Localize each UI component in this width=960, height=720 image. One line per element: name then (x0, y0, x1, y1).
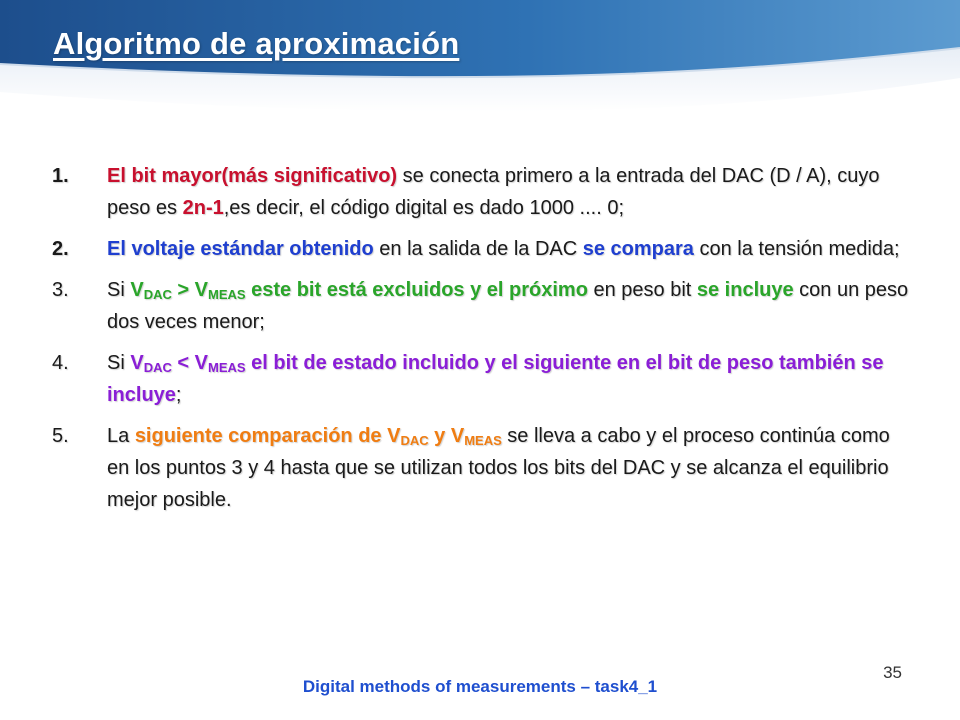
plain-text: La (107, 425, 135, 447)
list-text (107, 274, 912, 338)
slide-title: Algoritmo de aproximación (53, 26, 460, 61)
list-number: 3. (52, 279, 69, 301)
emphasis-text: se incluye (696, 279, 794, 301)
emphasis-text: se compara (582, 238, 694, 260)
plain-text: con la tensión medida; (693, 238, 900, 260)
list-number: 4. (52, 352, 69, 374)
list-text (107, 160, 912, 224)
list-number: 5. (52, 425, 69, 447)
page-number: 35 (883, 663, 902, 682)
list-item (52, 420, 912, 516)
emphasis-text: El voltaje estándar obtenido (107, 238, 374, 260)
list-item (52, 347, 912, 411)
emphasis-text: $V_{DAC} < V_{MEAS}$ el bit de estado incluido y el siguiente en el bit de peso también se incluye (107, 352, 884, 406)
plain-text: Si (107, 352, 131, 374)
plain-text: con un peso dos veces menor; (107, 279, 909, 333)
algorithm-list (52, 160, 912, 525)
emphasis-text: $V_{DAC} > V_{MEAS}$ este bit está excluidos y el próximo (130, 279, 588, 302)
plain-text: en la salida de la DAC (373, 238, 583, 260)
list-item (52, 233, 912, 265)
footer-text: Digital methods of measurements – task4_1 (302, 677, 658, 696)
plain-text: se lleva a cabo y el proceso continúa como en los puntos 3 y 4 hasta que se utilizan todos los bits del DAC y se alcanza el equilibrio mejor posible. (107, 425, 890, 511)
emphasis-text: siguiente comparación de $V_{DAC}$ y $V_{MEAS}$ (134, 425, 502, 448)
plain-text: se conecta primero a la entrada del DAC (D / A), cuyo peso es (107, 165, 880, 219)
plain-text: Si (107, 279, 131, 301)
list-text (107, 233, 912, 265)
header-banner (0, 0, 960, 140)
plain-text: ; (175, 384, 182, 406)
emphasis-text: 2n-1 (182, 197, 224, 219)
list-number: 1. (52, 165, 69, 187)
list-item (52, 274, 912, 338)
plain-text: ,es decir, el código digital es dado 1000 .... 0; (223, 197, 624, 219)
emphasis-text: El bit mayor(más significativo) (107, 165, 398, 187)
list-text (107, 420, 912, 516)
list-item (52, 160, 912, 224)
plain-text: en peso bit (587, 279, 697, 301)
list-number: 2. (52, 238, 69, 260)
list-text (107, 347, 912, 411)
